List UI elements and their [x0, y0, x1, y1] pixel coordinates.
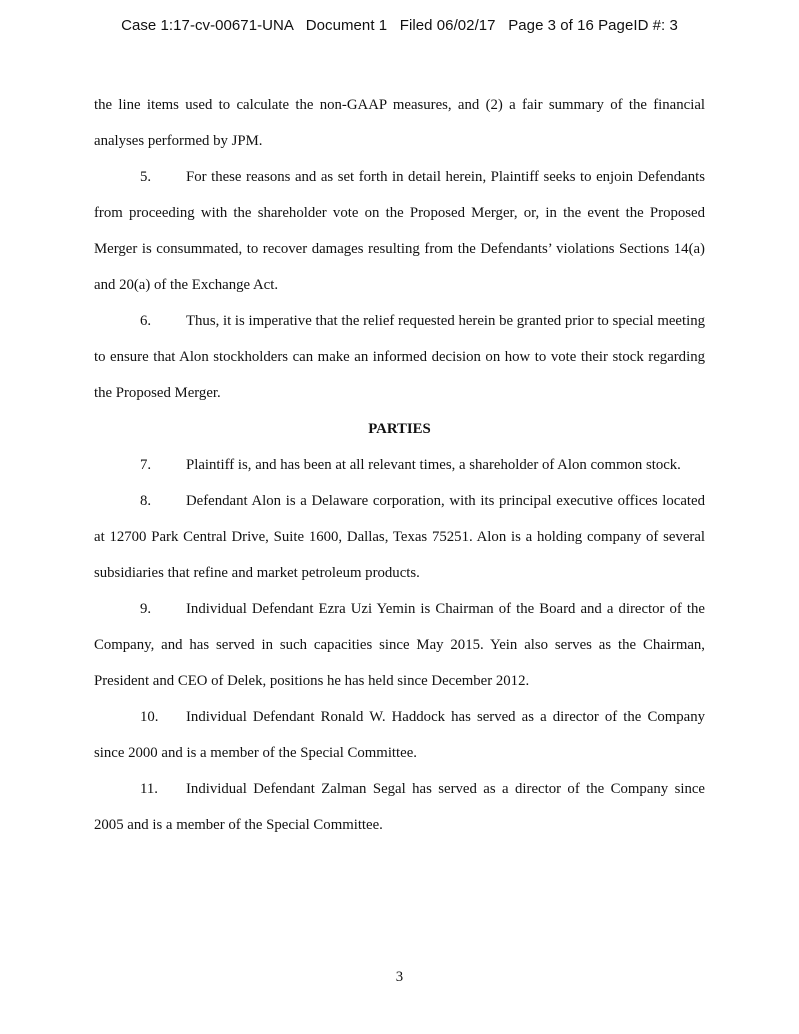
paragraph-text: Thus, it is imperative that the relief requested herein be granted prior to special meeting to ensure that Alon stockholders can make an informed decision on how to vote their stock regarding the Proposed Merger. — [94, 313, 705, 401]
case-header: Case 1:17-cv-00671-UNA Document 1 Filed 06/02/17 Page 3 of 16 PageID #: 3 — [121, 17, 678, 34]
paragraph-number: 9. — [140, 601, 152, 617]
paragraph-number: 8. — [140, 493, 152, 509]
paragraph-number: 7. — [140, 457, 152, 473]
paragraph-number: 6. — [140, 313, 152, 329]
paragraph-text: Defendant Alon is a Delaware corporation, with its principal executive offices located at 12700 Park Central Drive, Suite 1600, Dallas, Texas 75251. Alon is a holding company of several subsidiaries that refine and market petroleum products. — [94, 493, 705, 581]
paragraph-text: Individual Defendant Ronald W. Haddock has served as a director of the Company since 2000 and is a member of the Special Committee. — [94, 709, 705, 761]
paragraph-6 — [94, 303, 705, 411]
page-number: 3 — [395, 969, 404, 985]
paragraph-number: 11. — [140, 781, 158, 797]
paragraph-9 — [94, 591, 705, 699]
paragraph-5 — [94, 159, 705, 303]
paragraph-number: 5. — [140, 169, 152, 185]
paragraph-11 — [94, 771, 705, 843]
paragraph-number: 10. — [140, 709, 159, 725]
paragraph-text: Individual Defendant Zalman Segal has served as a director of the Company since 2005 and is a member of the Special Committee. — [94, 781, 705, 833]
paragraph-text: For these reasons and as set forth in detail herein, Plaintiff seeks to enjoin Defendants from proceeding with the shareholder vote on the Proposed Merger, or, in the event the Proposed Merger is consummated, to recover damages resulting from the Defendants’ violations Sections 14(a) and 20(a) of the Exchange Act. — [94, 169, 705, 293]
paragraph-10 — [94, 699, 705, 771]
paragraph-text: Plaintiff is, and has been at all relevant times, a shareholder of Alon common stock. — [186, 457, 681, 473]
paragraph-7 — [94, 447, 705, 483]
continuation-paragraph: the line items used to calculate the non-GAAP measures, and (2) a fair summary of the financial analyses performed by JPM. — [94, 97, 705, 149]
paragraph-8 — [94, 483, 705, 591]
numbered-paragraphs — [94, 159, 705, 843]
section-heading-parties: PARTIES — [368, 421, 431, 437]
paragraph-text: Individual Defendant Ezra Uzi Yemin is Chairman of the Board and a director of the Company, and has served in such capacities since May 2015. Yein also serves as the Chairman, President and CEO of Delek, positions he has held since December 2012. — [94, 601, 705, 689]
